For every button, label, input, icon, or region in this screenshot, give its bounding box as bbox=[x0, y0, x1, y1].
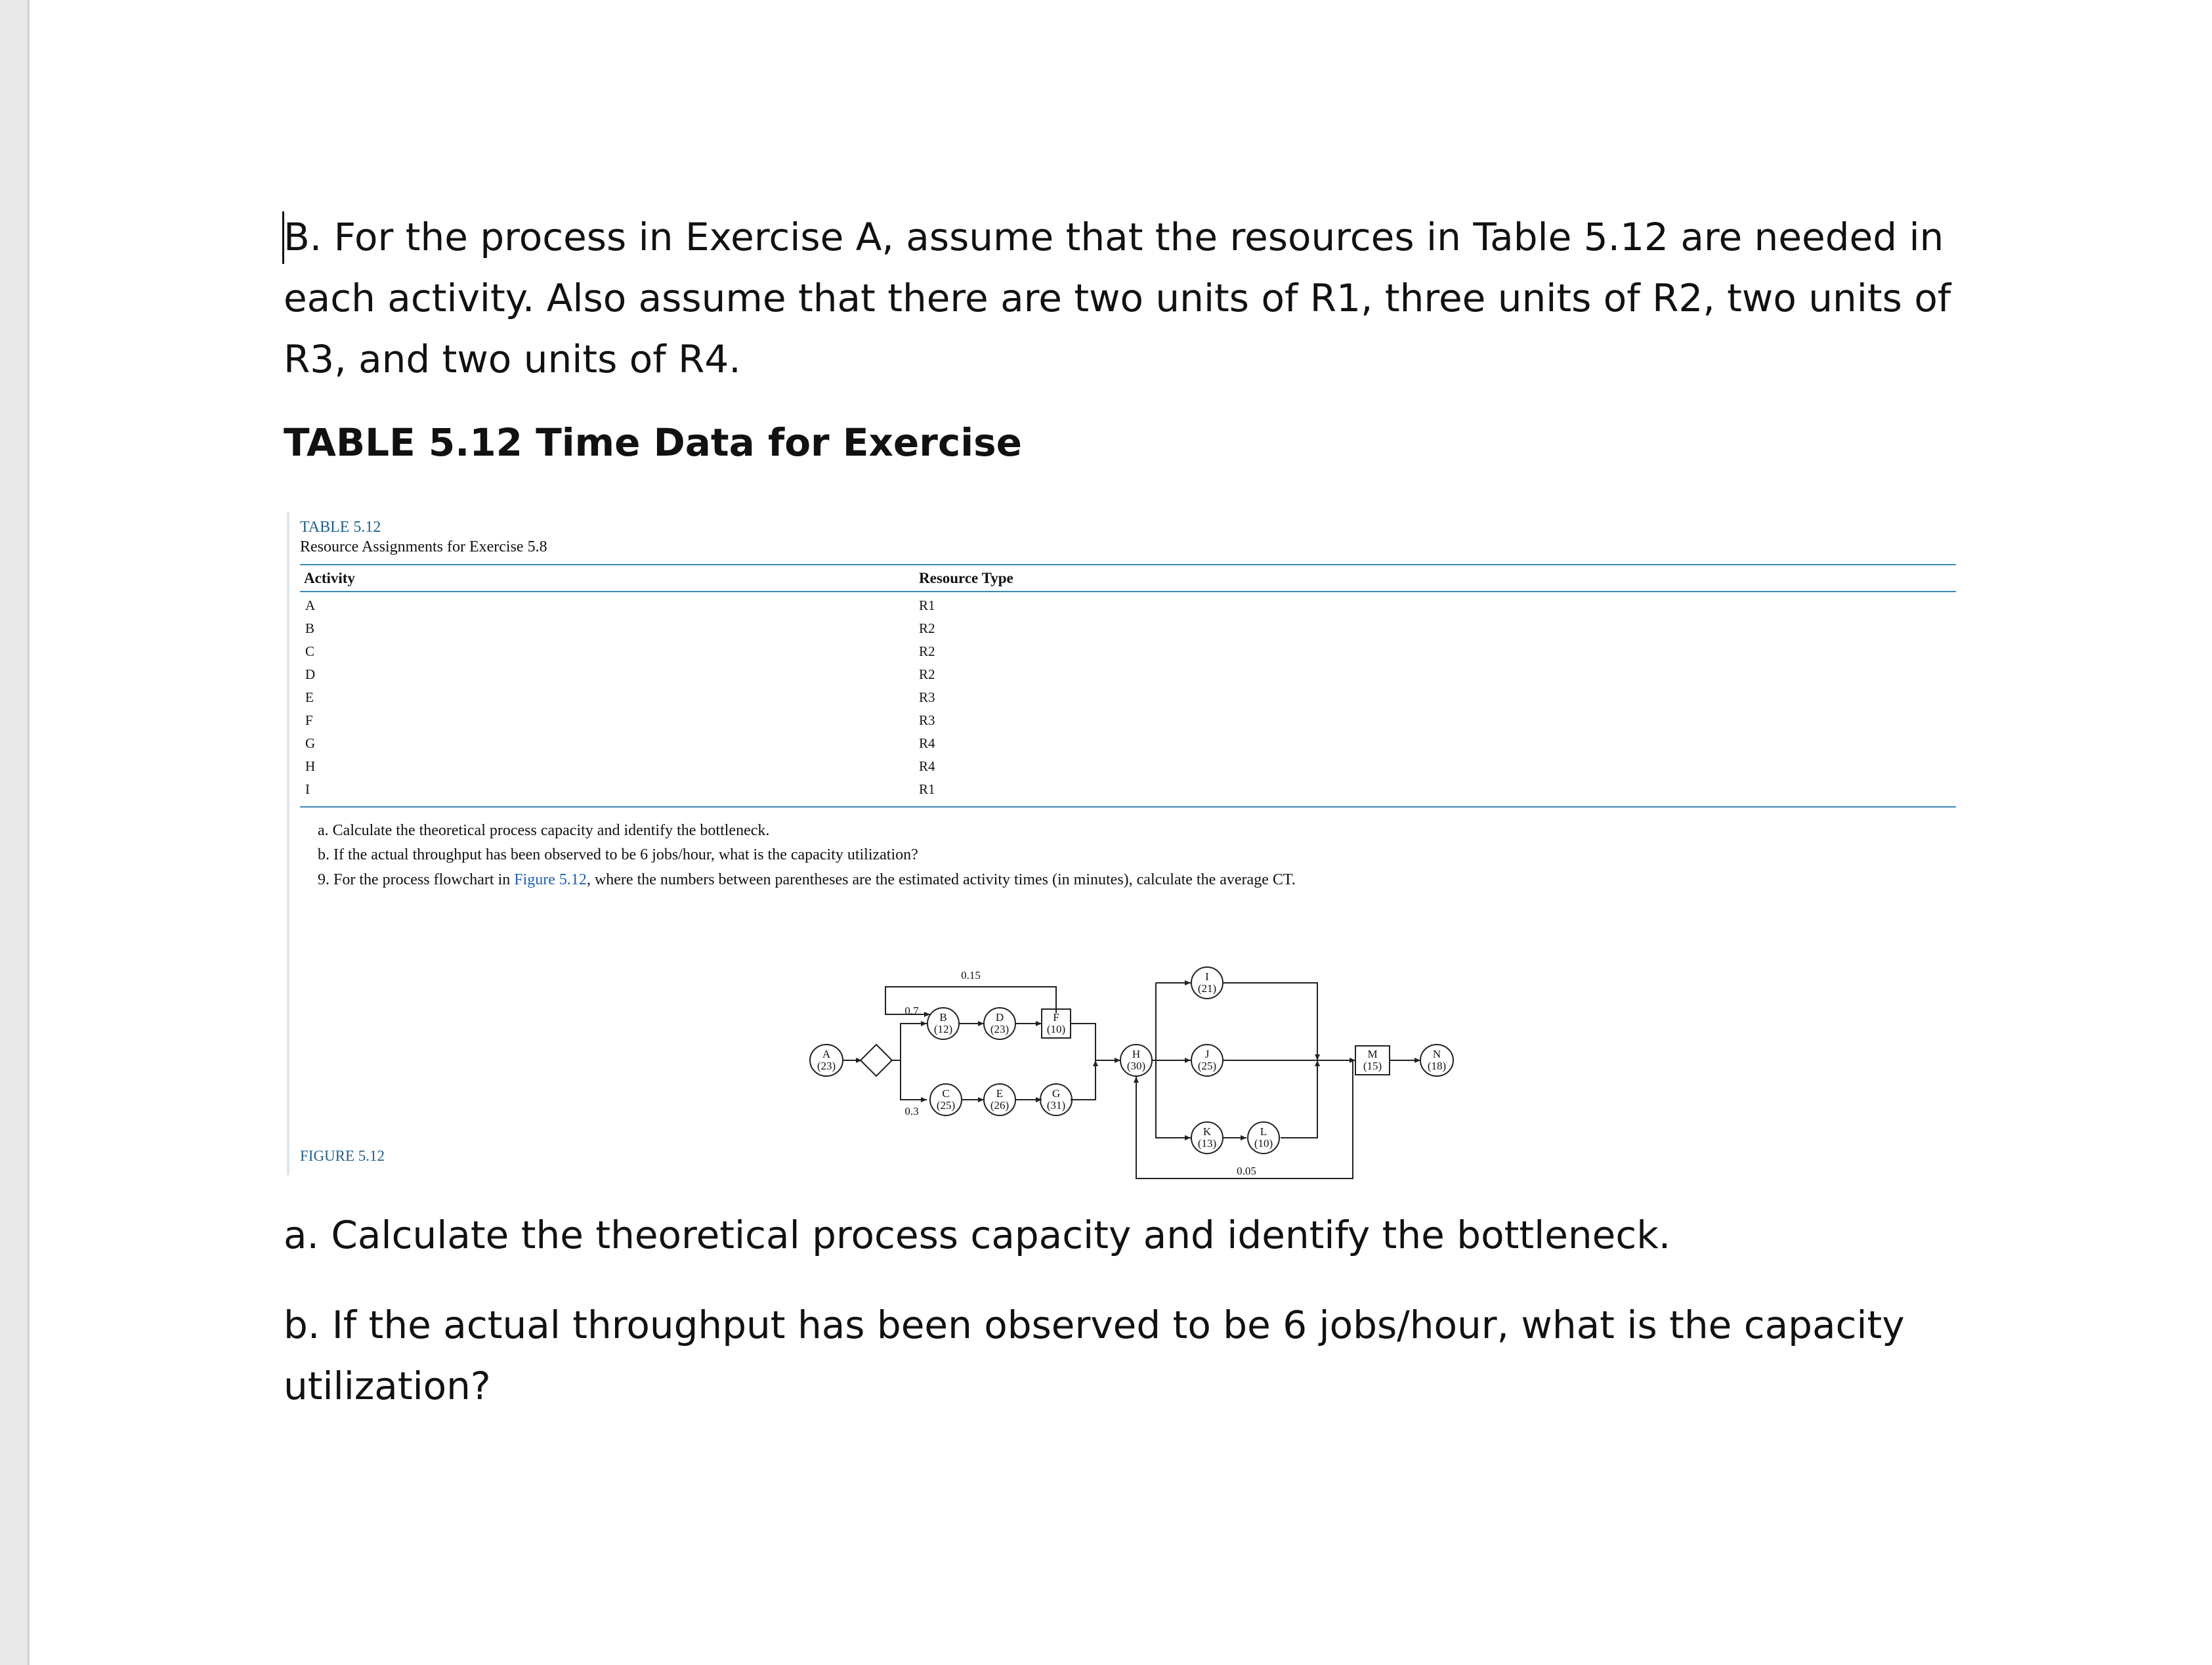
decision-diamond bbox=[861, 1045, 892, 1076]
image-left-border bbox=[287, 512, 289, 1175]
resource-cell: R3 bbox=[919, 712, 935, 728]
node-letter: M bbox=[1367, 1048, 1378, 1060]
column-header-activity: Activity bbox=[304, 570, 355, 586]
figure-label: FIGURE 5.12 bbox=[300, 1148, 385, 1164]
paragraph-b: B. For the process in Exercise A, assume that the resources in Table 5.12 are needed in each activity. Also assume that there are two units of R1, three units of R2, two units of R3, and two units of R4. bbox=[284, 215, 1951, 381]
resource-cell: R1 bbox=[919, 781, 935, 797]
node-time: (10) bbox=[1254, 1137, 1273, 1150]
table-heading: TABLE 5.12 Time Data for Exercise bbox=[284, 420, 1022, 465]
node-time: (25) bbox=[936, 1099, 956, 1112]
resource-cell: R4 bbox=[919, 758, 935, 774]
resource-cell: R1 bbox=[919, 597, 935, 613]
node-time: (10) bbox=[1046, 1023, 1066, 1035]
node-time: (21) bbox=[1197, 982, 1217, 995]
node-letter: L bbox=[1260, 1125, 1267, 1138]
node-letter: K bbox=[1202, 1125, 1212, 1138]
probability-label: 0.7 bbox=[904, 1005, 919, 1017]
activity-cell: D bbox=[305, 666, 316, 682]
node-letter: F bbox=[1053, 1011, 1059, 1024]
question-b: b. If the actual throughput has been observed to be 6 jobs/hour, what is the capacity utilization? bbox=[284, 1303, 1905, 1408]
activity-cell: F bbox=[305, 712, 313, 728]
q9-suffix: , where the numbers between parentheses are the estimated activity times (in minutes), calculate the average CT. bbox=[586, 871, 1296, 888]
node-letter: C bbox=[942, 1087, 950, 1100]
node-time: (25) bbox=[1197, 1060, 1217, 1072]
node-letter: G bbox=[1052, 1087, 1061, 1100]
resource-cell: R4 bbox=[919, 735, 935, 751]
process-flowchart bbox=[807, 909, 1752, 1185]
node-time: (31) bbox=[1046, 1099, 1066, 1112]
node-letter: D bbox=[995, 1011, 1004, 1024]
node-letter: H bbox=[1132, 1048, 1141, 1060]
node-letter: A bbox=[822, 1048, 831, 1060]
probability-label: 0.15 bbox=[961, 969, 981, 982]
resource-cell: R2 bbox=[919, 643, 935, 659]
window-left-gutter bbox=[0, 0, 28, 1665]
node-time: (26) bbox=[990, 1099, 1010, 1112]
embedded-question-b: b. If the actual throughput has been observed to be 6 jobs/hour, what is the capacity utilization? bbox=[318, 846, 918, 863]
activity-cell: A bbox=[305, 597, 316, 613]
table-caption: Resource Assignments for Exercise 5.8 bbox=[300, 538, 547, 555]
resource-cell: R2 bbox=[919, 620, 935, 636]
node-time: (13) bbox=[1197, 1137, 1217, 1150]
resource-cell: R3 bbox=[919, 689, 935, 705]
question-a: a. Calculate the theoretical process capacity and identify the bottleneck. bbox=[284, 1213, 1671, 1257]
table-header-rule bbox=[300, 591, 1956, 592]
table-top-rule bbox=[300, 564, 1956, 565]
node-letter: E bbox=[996, 1087, 1004, 1100]
activity-cell: B bbox=[305, 620, 315, 636]
activity-cell: H bbox=[305, 758, 316, 774]
node-time: (23) bbox=[817, 1060, 836, 1072]
node-letter: B bbox=[939, 1011, 947, 1024]
column-header-resource: Resource Type bbox=[919, 570, 1013, 586]
figure-reference-link[interactable]: Figure 5.12 bbox=[514, 871, 587, 888]
table-label: TABLE 5.12 bbox=[300, 519, 381, 536]
node-letter: J bbox=[1204, 1048, 1210, 1060]
probability-label: 0.3 bbox=[904, 1105, 919, 1117]
node-letter: N bbox=[1432, 1048, 1441, 1060]
flowchart-edges bbox=[843, 983, 1420, 1178]
activity-cell: C bbox=[305, 643, 315, 659]
node-letter: I bbox=[1205, 970, 1209, 983]
table-bottom-rule bbox=[300, 806, 1956, 808]
embedded-textbook-image bbox=[287, 512, 1959, 1175]
activity-cell: G bbox=[305, 735, 316, 751]
node-time: (15) bbox=[1363, 1060, 1382, 1072]
node-time: (23) bbox=[990, 1023, 1010, 1035]
embedded-question-9 bbox=[318, 871, 1296, 889]
resource-cell: R2 bbox=[919, 666, 935, 682]
activity-cell: E bbox=[305, 689, 314, 705]
activity-cell: I bbox=[305, 781, 310, 797]
embedded-question-a: a. Calculate the theoretical process capacity and identify the bottleneck. bbox=[318, 822, 770, 839]
probability-label: 0.05 bbox=[1237, 1165, 1256, 1177]
node-time: (12) bbox=[933, 1023, 953, 1035]
node-time: (18) bbox=[1427, 1060, 1447, 1072]
q9-prefix: 9. For the process flowchart in bbox=[318, 871, 515, 888]
node-time: (30) bbox=[1126, 1060, 1146, 1072]
